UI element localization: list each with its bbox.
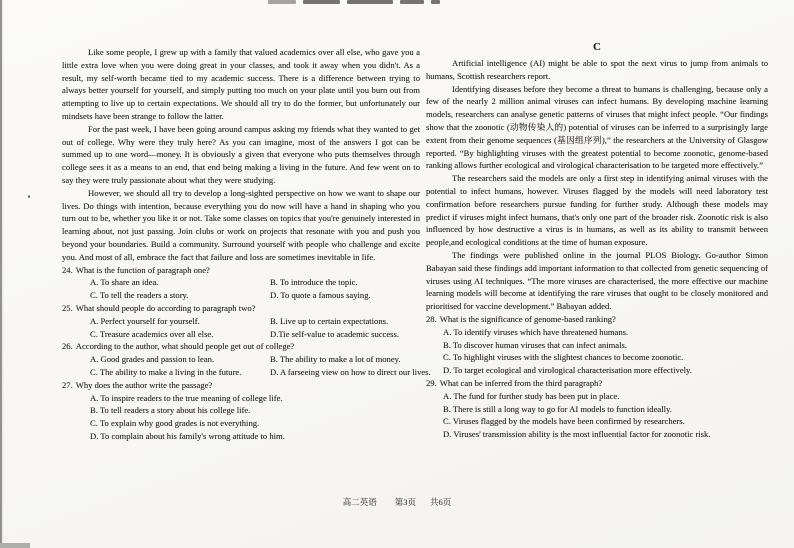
page-footer (0, 496, 794, 508)
option-c: C. To tell the readers a story. (90, 290, 189, 301)
option-a: A. To share an idea. (90, 277, 159, 288)
passage-paragraph: The researchers said the models are only a first step in identifying animal viruses with the potential to infect humans, however. Viruses flagged by the models will need laboratory test confirmation before researchers pursue funding for further study. Although these models may predict if viruses might infect humans, that's only one part of the broader risk. Zoonotic risk is also influenced by how destructive a virus is in humans, as well as its ability to transmit between people,and ecological conditions at the time of human exposure. (426, 173, 768, 248)
question-text: What can be inferred from the third paragraph? (439, 377, 603, 388)
passage-paragraph: However, we should all try to develop a long-sighted perspective on how we want to shape our lives. Do things with intention, because everything you do now will have a hand in shaping who you turn out to be, whether you like it or not. Take some classes on topics that you're genuinely interested in learning about, not just passing. Join clubs or work on projects that resonate with you and push you beyond your boundaries. Build a community. Surround yourself with people who challenge and excite you. And most of all, embrace the fact that failure and loss are sometimes inevitable in life. (62, 187, 420, 262)
passage-paragraph: Like some people, I grew up with a family that valued academics over all else, who gave you a little extra love when you were doing great in your classes, and took it away when you didn't. As a result, my self-worth became tied to my academic success. There is a difference between trying to always better yourself for yourself, and simply putting too much on your plate until you burn out from attempting to live up to certain expectations. We should all try to do the former, but unfortunately our mindsets have been strange to follow the latter. (62, 47, 420, 121)
question-text: According to the author, what should people get out of college? (75, 341, 295, 352)
option-d: D.Tie self-value to academic success. (270, 328, 400, 339)
question-28-options (426, 326, 768, 377)
option-a: A. Perfect yourself for yourself. (90, 315, 200, 326)
question-25-options (62, 315, 420, 341)
option-b: B. Live up to certain expectations. (270, 315, 389, 326)
question-28 (426, 313, 768, 377)
option-a: A. To identify viruses which have threatened humans. (443, 326, 629, 337)
passage-paragraph: Identifying diseases before they become a threat to humans is challenging, because only a few of the nearly 2 million animal viruses can infect humans. By developing machine learning models, researchers can analyse genetic patterns of viruses that might infect people. “Our findings show that the zoonotic (动物传染人的) potential of viruses can be inferred to a surprisingly large extent from their genome sequences (基因组序列),” the researchers at the University of Glasgow reported. “By highlighting viruses with the greatest potential to become zoonotic, genome-based ranking allows further ecological and virological characterisation to be targeted more effectively.” (426, 83, 768, 171)
question-text: What should people do according to paragraph two? (75, 302, 256, 313)
option-c: C. Viruses flagged by the models have been confirmed by researchers. (443, 416, 685, 427)
option-d: D. To quote a famous saying. (270, 290, 371, 301)
question-29-options (426, 390, 768, 441)
scan-speck (28, 195, 30, 198)
question-text: Why does the author write the passage? (75, 379, 213, 390)
option-c: C. To explain why good grades is not everything. (90, 418, 260, 429)
option-b: B. To introduce the topic. (270, 277, 358, 288)
option-d: D. A farseeing view on how to direct our lives. (270, 366, 431, 377)
question-number: 27. (62, 379, 73, 390)
question-24 (62, 264, 420, 302)
option-a: A. Good grades and passion to lean. (90, 354, 215, 365)
question-26-options (62, 353, 431, 379)
question-number: 28. (426, 313, 437, 324)
question-number: 26. (62, 341, 73, 352)
question-26 (62, 340, 431, 378)
scan-dash (347, 0, 393, 4)
question-text: What is the significance of genome-based ranking? (439, 313, 616, 324)
option-b: B. The ability to make a lot of money. (270, 354, 401, 365)
question-29 (426, 377, 768, 441)
question-24-options (62, 276, 420, 302)
question-27 (62, 379, 420, 443)
footer-course: 高二英语 (342, 497, 377, 507)
passage-paragraph: Artificial intelligence (AI) might be able to spot the next virus to jump from animals to humans, Scottish researchers report. (426, 58, 768, 81)
option-c: C. To highlight viruses with the slightest chances to become zoonotic. (443, 352, 684, 363)
option-c: C. The ability to make a living in the future. (90, 366, 242, 377)
option-d: D. Viruses' transmission ability is the most influential factor for zoonotic risk. (443, 429, 711, 440)
section-c-label: C (593, 41, 601, 53)
question-27-options (62, 392, 420, 443)
scan-dash (303, 0, 340, 4)
option-b: B. To tell readers a story about his college life. (90, 405, 251, 416)
scan-edge-line (0, 0, 2, 548)
right-column (426, 40, 768, 441)
left-column (62, 46, 431, 443)
question-number: 24. (62, 264, 73, 275)
question-number: 25. (62, 302, 73, 313)
footer-total-pages: 共6页 (430, 497, 452, 507)
scan-dash (268, 0, 296, 4)
option-b: B. There is still a long way to go for AI models to function ideally. (443, 403, 672, 414)
option-b: B. To discover human viruses that can infect animals. (443, 339, 627, 350)
passage-paragraph: The findings were published online in the journal PLOS Biology. Go-author Simon Babayan said these findings add important information to that collected from genetic sequencing of viruses using AI techniques. “The more viruses are characterised, the more effective our machine learning models will become at identifying the rare viruses that ought to be closely monitored and prioritised for vaccine development.” Babayan added. (426, 249, 768, 312)
scan-dash (431, 0, 440, 4)
option-c: C. Treasure academics over all else. (90, 328, 214, 339)
question-25 (62, 302, 420, 340)
scan-top-dashes (268, 0, 447, 4)
question-number: 29. (426, 377, 437, 388)
option-a: A. To inspire readers to the true meaning of college life. (90, 392, 283, 403)
footer-page-number: 第3页 (394, 497, 416, 507)
option-d: D. To complain about his family's wrong attitude to him. (90, 430, 285, 441)
option-d: D. To target ecological and virological characterisation more effectively. (443, 365, 692, 376)
scan-bottom-mark (0, 543, 30, 548)
passage-paragraph: For the past week, I have been going around campus asking my friends what they wanted to get out of college. Why were they truly here? As you can imagine, most of the answers I got can be summed up to one word—money. It is obviously a given that everyone who puts themselves through college sees it as a means to an end, that end being making a living in the future. And few went on to say they were truly passionate about what they were studying. (62, 123, 420, 185)
scan-dash (400, 0, 424, 4)
option-a: A. The fund for further study has been put in place. (443, 390, 620, 401)
question-text: What is the function of paragraph one? (75, 264, 210, 275)
